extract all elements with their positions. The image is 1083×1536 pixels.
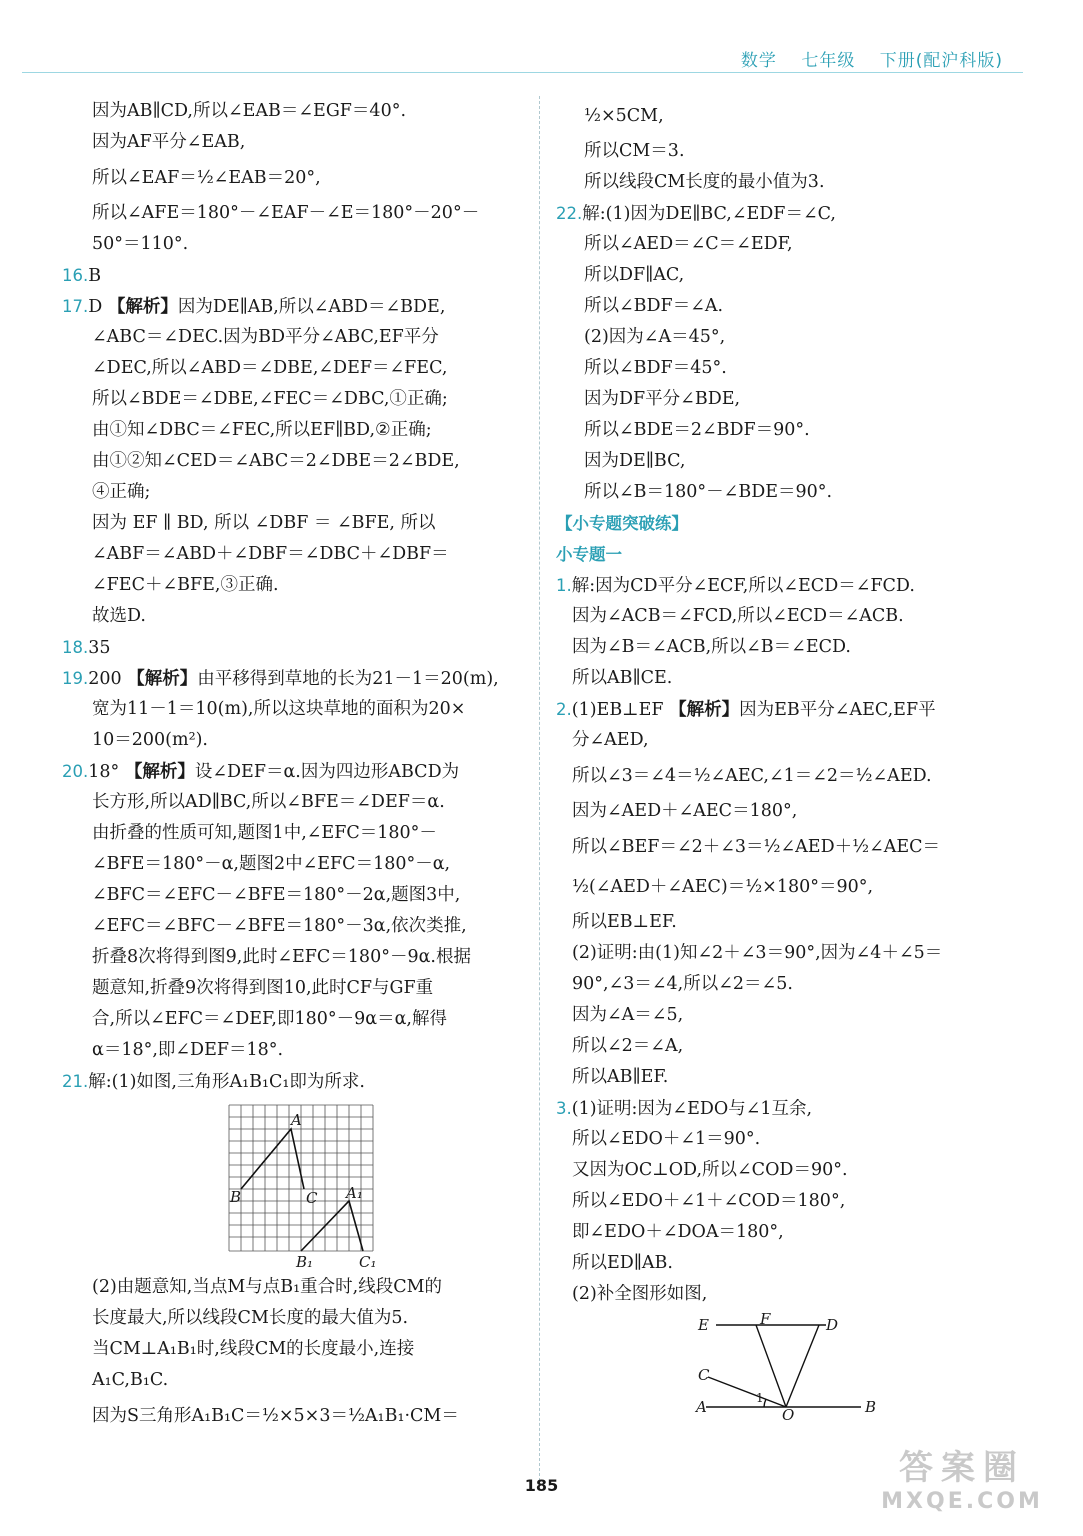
question-number: 19. (62, 669, 89, 688)
fig-label-d: D (826, 1316, 839, 1334)
answer-line: (2)补全图形如图, (572, 1284, 708, 1304)
analysis-tag: 【解析】 (669, 700, 740, 720)
analysis-tag: 【解析】 (127, 669, 198, 689)
answer-choice: (1)EB⊥EF (571, 700, 664, 720)
problem-3 (556, 1093, 1021, 1124)
answer-text: 由平移得到草地的长为21－1＝20(m), (197, 669, 499, 689)
answer-line: A₁C,B₁C. (92, 1370, 169, 1390)
question-number: 1. (556, 576, 572, 595)
left-column (62, 96, 522, 1436)
answer-line: 长度最大,所以线段CM长度的最大值为5. (92, 1308, 409, 1328)
answer-line: 所以∠EDO＋∠1＝90°. (572, 1129, 761, 1149)
answer-line: 所以∠BEF＝∠2＋∠3＝½∠AED＋½∠AEC＝ (572, 837, 941, 857)
answer-line: 因为 EF ∥ BD, 所以 ∠DBF ＝ ∠BFE, 所以 (92, 513, 436, 533)
fig-label-b: B (865, 1398, 877, 1416)
question-16 (62, 260, 522, 291)
answer-line: 因为∠ACB＝∠FCD,所以∠ECD＝∠ACB. (572, 606, 904, 626)
fig-label-a: A (696, 1398, 707, 1416)
answer-line: 所以∠3＝∠4＝½∠AEC,∠1＝∠2＝½∠AED. (572, 766, 932, 786)
question-number: 17. (62, 297, 89, 316)
question-21 (62, 1066, 522, 1097)
column-divider (539, 96, 540, 1481)
watermark (867, 1440, 1057, 1524)
answer-line: 所以∠AFE＝180°－∠EAF－∠E＝180°－20°－ (92, 203, 480, 223)
answer-text: 解:(1)因为DE∥BC,∠EDF＝∠C, (582, 204, 836, 224)
answer-line: 10＝200(m²). (92, 730, 208, 750)
fig-label-f: F (760, 1310, 771, 1328)
grid-figure (62, 1097, 522, 1272)
answer-text: 35 (88, 638, 111, 658)
answer-line: 所以∠AED＝∠C＝∠EDF, (584, 234, 793, 254)
answer-choice: 200 (88, 669, 122, 689)
watermark-url: MXQE.COM (881, 1489, 1043, 1514)
answer-line: 宽为11－1＝10(m),所以这块草地的面积为20× (92, 699, 466, 719)
answer-line: 因为∠A＝∠5, (572, 1005, 684, 1025)
answer-line: 所以∠2＝∠A, (572, 1036, 684, 1056)
question-number: 21. (62, 1072, 89, 1091)
answer-line: 分∠AED, (572, 730, 649, 750)
question-number: 3. (556, 1099, 572, 1118)
question-22 (556, 198, 1021, 229)
answer-line: 所以AB∥EF. (572, 1067, 669, 1087)
answer-line: 即∠EDO＋∠DOA＝180°, (572, 1222, 784, 1242)
answer-line: ∠DEC,所以∠ABD＝∠DBE,∠DEF＝∠FEC, (92, 358, 448, 378)
answer-line: 所以ED∥AB. (572, 1253, 673, 1273)
answer-line: 题意知,折叠9次将得到图10,此时CF与GF重 (92, 978, 434, 998)
answer-line: ∠FEC＋∠BFE,③正确. (92, 575, 279, 595)
answer-text: (1)证明:因为∠EDO与∠1互余, (571, 1099, 813, 1119)
answer-line: 因为AF平分∠EAB, (92, 132, 246, 152)
header-subject: 数学 (740, 51, 777, 71)
answer-line: α＝18°,即∠DEF＝18°. (92, 1040, 284, 1060)
question-19 (62, 663, 522, 694)
parallel-lines-diagram (556, 1310, 1021, 1420)
answer-line: ∠EFC＝∠BFC－∠BFE＝180°－3α,依次类推, (92, 916, 467, 936)
answer-line: 因为∠B＝∠ACB,所以∠B＝∠ECD. (572, 637, 851, 657)
question-18 (62, 632, 522, 663)
answer-line: 当CM⊥A₁B₁时,线段CM的长度最小,连接 (92, 1339, 415, 1359)
answer-line: 因为AB∥CD,所以∠EAB＝∠EGF＝40°. (92, 101, 407, 121)
answer-line: ½×5CM, (584, 106, 664, 126)
answer-line: ∠BFE＝180°－α,题图2中∠EFC＝180°－α, (92, 854, 451, 874)
answer-line: 所以DF∥AC, (584, 265, 685, 285)
page-number: 185 (524, 1476, 559, 1495)
answer-line: 合,所以∠EFC＝∠DEF,即180°－9α＝α,解得 (92, 1009, 447, 1029)
answer-line: ∠ABC＝∠DEC.因为BD平分∠ABC,EF平分 (92, 327, 439, 347)
analysis-tag: 【解析】 (107, 297, 178, 317)
answer-line: 所以AB∥CE. (572, 668, 673, 688)
answer-line: 由①知∠DBC＝∠FEC,所以EF∥BD,②正确; (92, 420, 432, 440)
answer-text: 因为DE∥AB,所以∠ABD＝∠BDE, (177, 297, 446, 317)
answer-text: 解:(1)如图,三角形A₁B₁C₁即为所求. (88, 1072, 365, 1092)
fig-label-angle-1: 1 (756, 1391, 764, 1405)
analysis-tag: 【解析】 (124, 762, 195, 782)
answer-line: 所以∠BDF＝∠A. (584, 296, 724, 316)
answer-choice: D (88, 297, 103, 317)
answer-line: 所以线段CM长度的最小值为3. (584, 172, 825, 192)
question-number: 2. (556, 700, 572, 719)
answer-line: (2)因为∠A＝45°, (584, 327, 726, 347)
problem-2 (556, 694, 1021, 725)
answer-line: (2)证明:由(1)知∠2＋∠3＝90°,因为∠4＋∠5＝ (572, 943, 943, 963)
answer-line: ∠ABF＝∠ABD＋∠DBF＝∠DBC＋∠DBF＝ (92, 544, 449, 564)
answer-line: 所以∠B＝180°－∠BDE＝90°. (584, 482, 833, 502)
answer-line: 所以∠BDE＝∠DBE,∠FEC＝∠DBC,①正确; (92, 389, 448, 409)
problem-1 (556, 570, 1021, 601)
section-subtitle: 小专题一 (556, 545, 622, 564)
grid-label-b: B (230, 1188, 242, 1206)
question-17 (62, 291, 522, 322)
answer-line: 所以∠EDO＋∠1＋∠COD＝180°, (572, 1191, 846, 1211)
grid-label-a1: A₁ (346, 1184, 363, 1202)
answer-text: 因为EB平分∠AEC,EF平 (739, 700, 936, 720)
fig-label-c: C (698, 1366, 710, 1384)
question-number: 22. (556, 204, 583, 223)
parallel-lines-figure (556, 1310, 1021, 1424)
right-column (556, 96, 1021, 1424)
grid-label-c: C (306, 1189, 318, 1207)
answer-line: 因为S三角形A₁B₁C＝½×5×3＝½A₁B₁·CM＝ (92, 1406, 459, 1426)
answer-line: 折叠8次将得到图9,此时∠EFC＝180°－9α.根据 (92, 947, 471, 967)
answer-line: ∠BFC＝∠EFC－∠BFE＝180°－2α,题图3中, (92, 885, 461, 905)
answer-line: ½(∠AED＋∠AEC)＝½×180°＝90°, (572, 877, 874, 897)
answer-line: (2)由题意知,当点M与点B₁重合时,线段CM的 (92, 1277, 443, 1297)
answer-line: 90°,∠3＝∠4,所以∠2＝∠5. (572, 974, 793, 994)
answer-line: 所以∠BDF＝45°. (584, 358, 727, 378)
answer-line: 所以EB⊥EF. (572, 912, 677, 932)
running-header (723, 46, 1003, 71)
answer-line: 又因为OC⊥OD,所以∠COD＝90°. (572, 1160, 848, 1180)
header-volume: 下册(配沪科版) (879, 51, 1003, 71)
answer-line: 因为∠AED＋∠AEC＝180°, (572, 801, 798, 821)
answer-line: 50°＝110°. (92, 234, 189, 254)
answer-line: 由①②知∠CED＝∠ABC＝2∠DBE＝2∠BDE, (92, 451, 460, 471)
fig-label-o: O (782, 1406, 795, 1424)
fig-label-e: E (698, 1316, 709, 1334)
answer-text: B (88, 266, 102, 286)
answer-line: 因为DE∥BC, (584, 451, 686, 471)
answer-choice: 18° (88, 762, 120, 782)
header-grade: 七年级 (801, 51, 856, 71)
watermark-logo-text: 答案圈 (899, 1448, 1025, 1488)
answer-line: 所以∠EAF＝½∠EAB＝20°, (92, 168, 321, 188)
grid-label-a: A (291, 1111, 302, 1129)
question-20 (62, 756, 522, 787)
answer-line: 所以∠BDE＝2∠BDF＝90°. (584, 420, 810, 440)
answer-text: 解:因为CD平分∠ECF,所以∠ECD＝∠FCD. (571, 576, 915, 596)
grid-label-b1: B₁ (296, 1253, 314, 1271)
answer-line: 长方形,所以AD∥BC,所以∠BFE＝∠DEF＝α. (92, 792, 445, 812)
question-number: 16. (62, 266, 89, 285)
answer-line: 由折叠的性质可知,题图1中,∠EFC＝180°－ (92, 823, 437, 843)
answer-line: 所以CM＝3. (584, 141, 685, 161)
answer-text: 设∠DEF＝α.因为四边形ABCD为 (194, 762, 460, 782)
section-title: 【小专题突破练】 (556, 514, 688, 533)
header-rule (22, 72, 1023, 73)
grid-label-c1: C₁ (359, 1253, 377, 1271)
answer-line: 因为DF平分∠BDE, (584, 389, 741, 409)
answer-line: ④正确; (92, 482, 151, 502)
question-number: 20. (62, 762, 89, 781)
answer-line: 故选D. (92, 606, 146, 626)
question-number: 18. (62, 638, 89, 657)
